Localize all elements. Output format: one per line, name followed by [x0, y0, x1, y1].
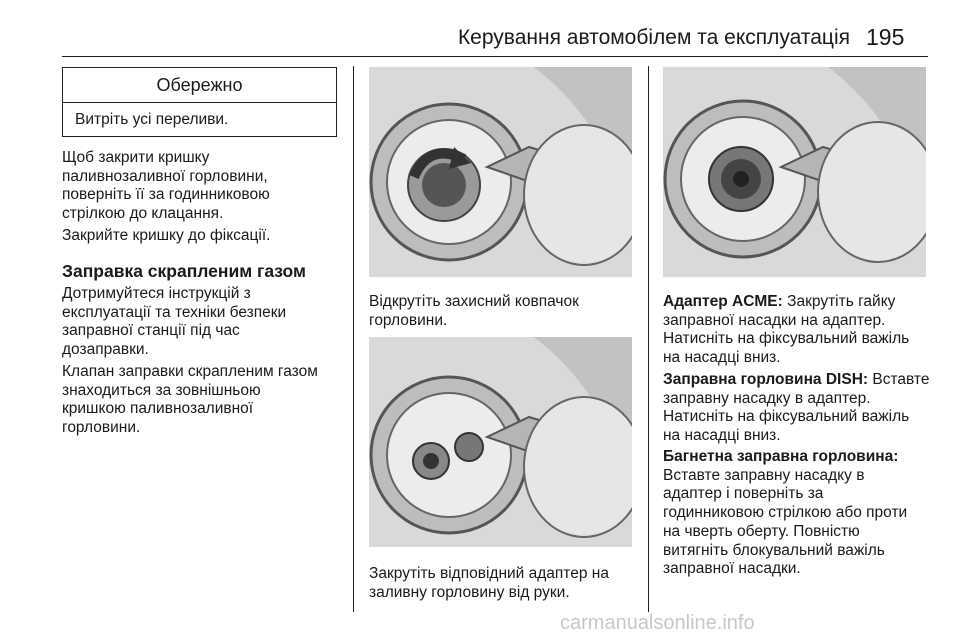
dish-label: Заправна горловина DISH: — [663, 371, 869, 388]
photo-screw-adapter — [369, 337, 632, 547]
fix-cap-paragraph: Закрийте кришку до фіксації. — [62, 227, 271, 244]
warning-title: Обережно — [63, 68, 336, 103]
text-line: Дотримуйтеся інструкцій з — [62, 285, 251, 302]
text-line: заливну горловину від руки. — [369, 583, 570, 601]
header-divider — [62, 56, 928, 57]
photo2-caption — [369, 565, 609, 602]
text-line: на насадці вниз. — [663, 427, 781, 445]
text-line: Натисніть на фіксувальний важіль — [663, 330, 910, 348]
text-line: заправну насадку в адаптер. — [663, 389, 871, 407]
text-line: Вставте — [868, 371, 930, 388]
text-line: Відкрутіть захисний ковпачок — [369, 293, 579, 310]
text-line: Щоб закрити кришку — [62, 149, 210, 166]
photo1-caption — [369, 293, 579, 330]
lpg-rules-paragraph — [62, 285, 286, 360]
column-divider-right — [648, 66, 649, 612]
dish-paragraph — [663, 371, 929, 446]
text-line: Вставте заправну насадку в — [663, 466, 865, 484]
lpg-heading: Заправка скрапленим газом — [62, 261, 306, 281]
text-line: горловини. — [62, 419, 141, 437]
text-line: паливнозаливної горловини, — [62, 167, 268, 185]
text-line: Закрутіть відповідний адаптер на — [369, 565, 609, 582]
text-line: знаходиться за зовнішньою — [62, 381, 261, 399]
text-line: на чверть оберту. Повністю — [663, 522, 860, 540]
text-line: кришкою паливнозаливної — [62, 400, 254, 418]
column-divider-left — [353, 66, 354, 612]
text-line: заправної насадки. — [663, 560, 801, 578]
acme-label: Адаптер ACME: — [663, 293, 783, 310]
close-cap-paragraph — [62, 149, 270, 224]
text-line: адаптер і поверніть за — [663, 485, 824, 503]
watermark: carmanualsonline.info — [560, 612, 755, 634]
text-line: на насадці вниз. — [663, 349, 781, 367]
photo-adapter-nozzle — [663, 67, 926, 277]
photo-unscrew-cap — [369, 67, 632, 277]
text-line: витягніть блокувальний важіль — [663, 541, 885, 559]
text-line: експлуатації та техніки безпеки — [62, 303, 287, 321]
header-title: Керування автомобілем та експлуатація — [457, 26, 850, 49]
page-number: 195 — [866, 24, 905, 50]
acme-paragraph — [663, 293, 909, 368]
text-line: горловини. — [369, 311, 448, 329]
warning-box — [62, 67, 337, 137]
text-line: заправної станції під час — [62, 322, 240, 340]
text-line: Клапан заправки скрапленим газом — [62, 363, 318, 380]
warning-text: Витріть усі переливи. — [75, 111, 229, 128]
bayonet-paragraph — [663, 448, 907, 579]
text-line: дозаправки. — [62, 341, 149, 359]
text-line: годинниковою стрілкою або проти — [663, 504, 908, 522]
text-line: заправної насадки на адаптер. — [663, 311, 886, 329]
lpg-valve-paragraph — [62, 363, 318, 438]
text-line: стрілкою до клацання. — [62, 205, 224, 223]
bayonet-label: Багнетна заправна горловина: — [663, 448, 899, 465]
text-line: поверніть її за годинниковою — [62, 186, 270, 204]
text-line: Закрутіть гайку — [782, 293, 896, 310]
text-line: Натисніть на фіксувальний важіль — [663, 408, 910, 426]
